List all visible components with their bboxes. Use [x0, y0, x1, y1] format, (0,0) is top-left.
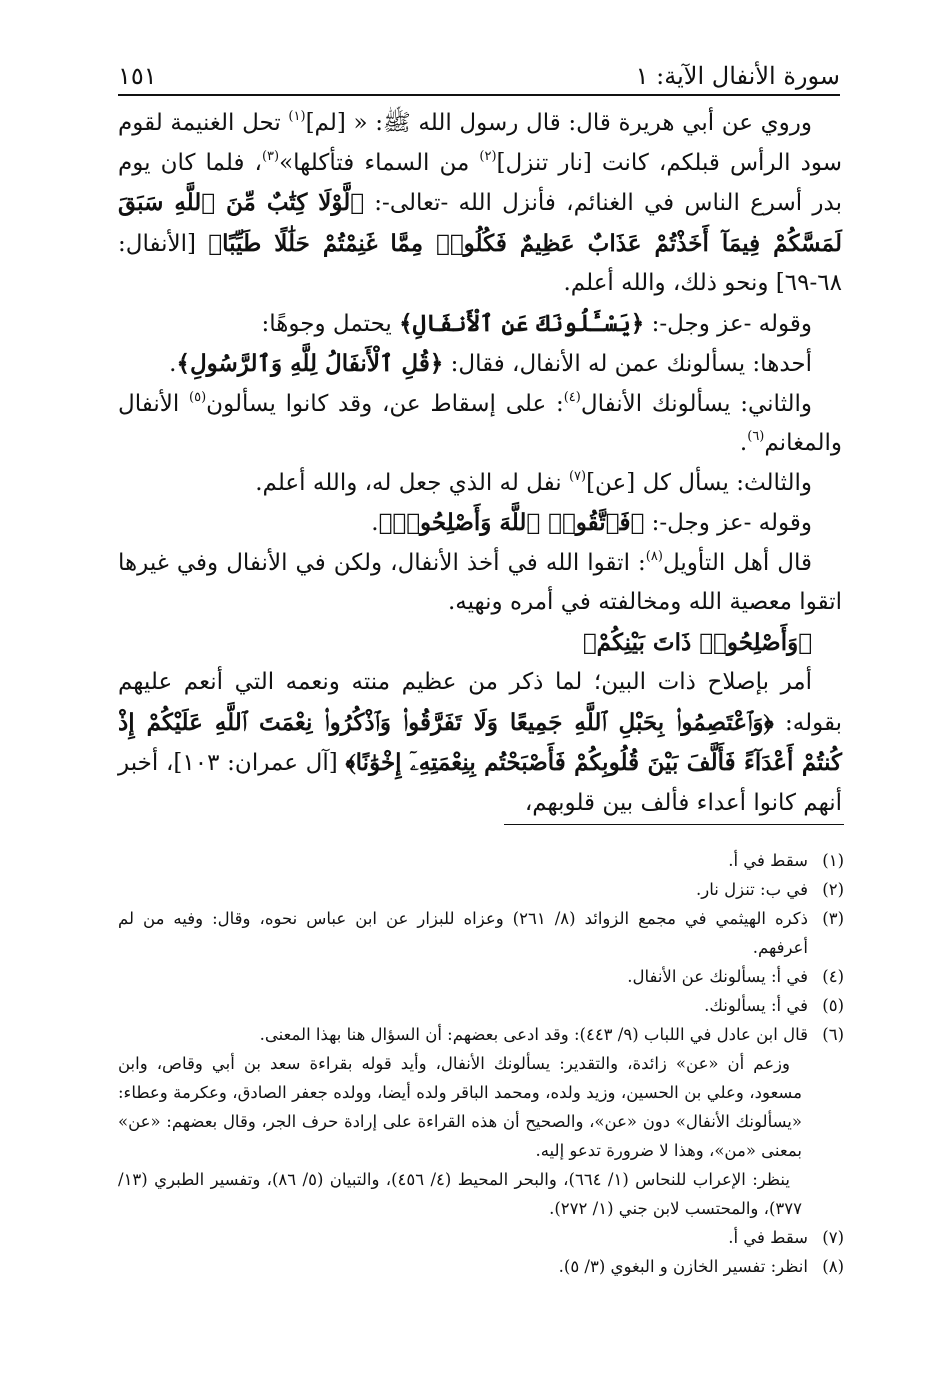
text-run: : على إسقاط عن، وقد كانوا يسألون [206, 390, 564, 417]
paragraph-8 [118, 623, 842, 664]
text-run: وقوله -عز وجل-: [644, 310, 812, 337]
footnote-number: (٤) [822, 967, 844, 986]
page-number: ١٥١ [118, 62, 157, 90]
footnote-text: سقط في أ. [728, 1228, 808, 1247]
text-run: : اتقوا الله في أخذ الأنفال، ولكن في الأنفال وفي غيرها اتقوا معصية الله ومخالفته في أمره ونهيه. [118, 549, 842, 615]
footnote-number: (٥) [822, 996, 844, 1015]
paragraph-4 [118, 385, 842, 464]
footnote-text: انظر: تفسير الخازن و البغوي (٣/ ٥). [558, 1257, 808, 1276]
footnote-ref-8[interactable]: (٨) [645, 548, 663, 564]
paragraph-6 [118, 503, 842, 544]
text-run: قال أهل التأويل [662, 549, 812, 576]
footnote-ref-4[interactable]: (٤) [563, 389, 581, 405]
text-run: . [371, 510, 379, 536]
text-run: تحل الغنيمة لقوم سود الرأس قبلكم، كانت [نار تنزل] [118, 110, 842, 176]
footnote-separator [504, 824, 844, 825]
footnote-text: قال ابن عادل في اللباب (٩/ ٤٤٣): وقد ادعى بعضهم: أن السؤال هنا بهذا المعنى. [259, 1025, 808, 1044]
footnote-ref-3[interactable]: (٣) [261, 148, 280, 164]
footnote-number: (٣) [822, 909, 844, 928]
footnote-text: في أ: يسألونك. [704, 996, 808, 1015]
footnote-number: (٧) [822, 1228, 844, 1247]
paragraph-3 [118, 344, 842, 385]
text-run: وقوله -عز وجل-: [644, 510, 812, 536]
main-text [118, 104, 842, 823]
footnote-number: (١) [822, 851, 844, 870]
footnote-number: (٨) [822, 1257, 844, 1276]
paragraph-2 [118, 304, 842, 345]
running-title: سورة الأنفال الآية: ١ [635, 62, 840, 90]
text-run: من السماء فتأكلها» [279, 149, 480, 176]
footnote [118, 962, 844, 991]
footnote-text: سقط في أ. [728, 851, 808, 870]
footnote [118, 991, 844, 1020]
footnote [118, 1223, 844, 1252]
footnote-ref-5[interactable]: (٥) [189, 389, 207, 405]
text-run: أمر بإصلاح ذات البين؛ لما ذكر من عظيم منته ونعمه التي أنعم عليهم بقوله: [118, 669, 842, 736]
footnote-text: ذكره الهيثمي في مجمع الزوائد (٨/ ٢٦١) وعزاه للبزار عن ابن عباس نحوه، وقال: وفيه من لم أعرفهم. [118, 909, 808, 957]
footnote [118, 1252, 844, 1281]
page-header [118, 52, 840, 96]
text-run: . [169, 351, 177, 377]
footnote-ref-7[interactable]: (٧) [568, 468, 587, 484]
footnote-ref-6[interactable]: (٦) [747, 429, 765, 444]
footnote-text: في ب: تنزل نار. [696, 880, 808, 899]
quran-verse: ﴿يَسْـَٔلُونَكَ عَنِ ٱلْأَنفَالِ﴾ [399, 309, 645, 337]
text-run: والثاني: يسألونك الأنفال [580, 390, 813, 417]
footnote-ref-1[interactable]: (١) [288, 109, 306, 124]
paragraph-5 [118, 464, 842, 504]
footnotes [118, 846, 844, 1281]
footnote-continuation: ينظر: الإعراب للنحاس (١/ ٦٦٤)، والبحر المحيط (٤/ ٤٥٦)، والتبيان (٥/ ٨٦)، وتفسير الطبري (١٣/ ٣٧٧)، والمحتسب لابن جني (١/ ٢٧٢). [118, 1170, 802, 1218]
footnote-text: في أ: يسألونك عن الأنفال. [627, 967, 808, 986]
footnote [118, 846, 844, 875]
text-run: ، فلما كان يوم بدر أسرع الناس في الغنائم، فأنزل الله -تعالى-: [118, 149, 842, 216]
footnote-number: (٢) [822, 880, 844, 899]
paragraph-9 [118, 663, 842, 823]
footnote-number: (٦) [822, 1025, 844, 1044]
text-run: [آل عمران: ١٠٣]، أخبر أنهم كانوا أعداء فألف بين قلوبهم، [118, 750, 842, 816]
text-run: نفل له الذي جعل له، والله أعلم. [255, 469, 569, 496]
paragraph-7 [118, 544, 842, 623]
quran-verse: ﴿وَأَصْلِحُوا۟ ذَاتَ بَيْنِكُمْ﴾ [582, 628, 812, 656]
text-run: . [739, 430, 748, 456]
footnote-ref-2[interactable]: (٢) [479, 148, 497, 164]
text-run: يحتمل وجوهًا: [261, 310, 400, 337]
text-run: الأنفال والمغانم [118, 390, 842, 456]
quran-verse: ﴿وَٱعْتَصِمُوا۟ بِحَبْلِ ٱللَّهِ جَمِيعًا وَلَا تَفَرَّقُوا۟ وَٱذْكُرُوا۟ نِعْمَتَ ٱللَّهِ عَلَيْكُمْ إِذْ كُنتُمْ أَعْدَآءً فَأَلَّفَ بَيْنَ قُلُوبِكُمْ فَأَصْبَحْتُم بِنِعْمَتِهِۦٓ إِخْوَٰنًا﴾ [118, 708, 842, 776]
text-run: أحدها: يسألونك عمن له الأنفال، فقال: [443, 351, 812, 377]
quran-verse: ﴿قُلِ ٱلْأَنفَالُ لِلَّهِ وَٱلرَّسُولِ﴾ [176, 350, 444, 377]
text-run: والثالث: يسأل كل [عن] [586, 469, 812, 496]
paragraph-1 [118, 104, 842, 304]
quran-verse: ﴿فَٱتَّقُوا۟ ٱللَّهَ وَأَصْلِحُوا۟﴾ [378, 509, 645, 536]
text-run: [الأنفال: ٦٨-٦٩] ونحو ذلك، والله أعلم. [118, 230, 842, 296]
footnote [118, 904, 844, 962]
text-run: وروي عن أبي هريرة قال: قال رسول الله ﷺ: « [لم] [305, 110, 812, 136]
quran-verse: ﴿لَّوْلَا كِتَٰبٌ مِّنَ ٱللَّهِ سَبَقَ لَمَسَّكُمْ فِيمَآ أَخَذْتُمْ عَذَابٌ عَظِيمٌ فَكُلُوا۟ مِمَّا غَنِمْتُمْ حَلَٰلًا طَيِّبًا﴾ [118, 189, 842, 257]
footnote [118, 875, 844, 904]
footnote-continuation: وزعم أن «عن» زائدة، والتقدير: يسألونك الأنفال، وأيد قوله بقراءة سعد بن أبي وقاص، وابن مسعود، وعلي بن الحسين، وزيد ولده، ومحمد الباقر ولده أيضا، وولده جعفر الصادق، وعكرمة وعطاء: «يسألونك الأنفال» دون «عن»، والصحيح أن هذه القراءة على إرادة حرف الجر، وقال بعضهم: «عن» بمعنى «من»، وهذا لا ضرورة تدعو إليه. [118, 1054, 802, 1160]
footnote [118, 1020, 844, 1049]
